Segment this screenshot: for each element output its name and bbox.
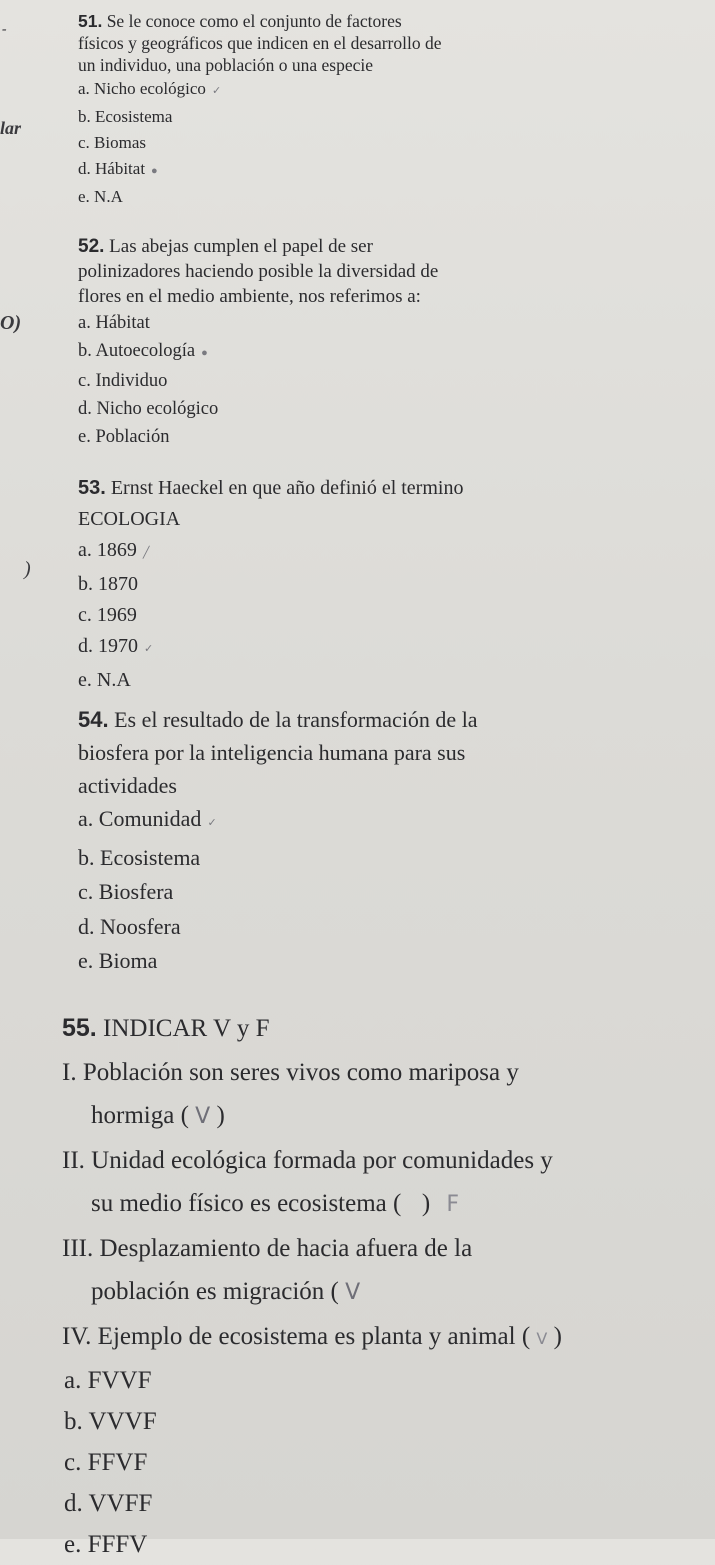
option-a: a. Comunidad ✓ [78,806,217,831]
option-b: b. VVVF [64,1408,157,1435]
stem-line: ECOLOGIA [78,508,181,530]
question-52 [78,234,688,451]
option-a: a. Nicho ecológico ✓ [78,79,222,98]
question-55-title [62,1007,702,1051]
option-c: c. Biosfera [78,879,174,904]
question-52-stem [78,234,688,309]
answer-mark: V [195,1104,211,1129]
stem-line: Ernst Haeckel en que año definió el termino [110,477,464,499]
option-e: e. N.A [78,187,123,206]
stem-line: actividades [78,773,177,798]
answer-mark: V [536,1328,548,1348]
option-b: b. Autoecología ● [78,341,208,361]
margin-note-o: O) [0,312,22,334]
option-e: e. Bioma [78,948,158,973]
question-number: 53. [78,477,106,499]
question-51-stem [78,10,688,76]
option-e: e. FFFV [64,1531,148,1558]
answer-mark: F [446,1192,460,1217]
statement-2-cont: su medio físico es ecosistema ( ) F [91,1190,460,1217]
margin-note-paren: ) [24,558,31,580]
stem-line: polinizadores haciendo posible la diversidad de [78,261,439,282]
option-b: b. Ecosistema [78,107,173,126]
question-number: 52. [78,236,105,257]
option-d: d. Nicho ecológico [78,399,219,419]
option-e: e. N.A [78,669,131,691]
option-e: e. Población [78,427,170,447]
stem-line: un individuo, una población o una especie [78,55,373,75]
option-c: c. 1969 [78,604,137,626]
question-title: INDICAR V y F [103,1015,270,1042]
stem-line: Se le conoce como el conjunto de factores [106,11,402,31]
question-number: 51. [78,11,103,31]
statement-3: III. Desplazamiento de hacia afuera de la [62,1234,473,1262]
option-a: a. Hábitat [78,313,150,333]
option-c: c. FFVF [64,1449,148,1476]
stem-line: Las abejas cumplen el papel de ser [109,236,373,257]
option-a: a. 1869 ╱ [78,539,150,561]
option-a: a. FVVF [64,1367,152,1394]
question-53-stem [78,473,688,535]
option-d: d. Hábitat ● [78,159,158,178]
question-number: 55. [62,1014,97,1042]
margin-note-lar: lar [0,118,22,138]
margin-note-tick: - [2,22,7,37]
question-number: 54. [78,707,109,732]
option-c: c. Individuo [78,371,168,391]
stem-line: biosfera por la inteligencia humana para sus [78,740,466,765]
statement-1-cont: hormiga ( V ) [91,1102,225,1129]
question-51 [78,10,688,210]
option-d: d. 1970 ✓ [78,635,154,657]
stem-line: flores en el medio ambiente, nos referimos a: [78,286,421,307]
question-55 [62,1007,702,1565]
stem-line: físicos y geográficos que indicen en el desarrollo de [78,33,442,53]
question-54-stem [78,703,688,802]
stem-line: Es el resultado de la transformación de la [114,707,478,732]
option-d: d. Noosfera [78,913,181,939]
option-b: b. 1870 [78,573,138,595]
question-53 [78,473,688,696]
statement-1: I. Población son seres vivos como mariposa y [62,1058,519,1086]
option-c: c. Biomas [78,133,146,152]
statement-3-cont: población es migración ( V [91,1278,361,1305]
statement-4: IV. Ejemplo de ecosistema es planta y animal ( V ) [62,1322,562,1350]
statement-2: II. Unidad ecológica formada por comunidades y [62,1146,553,1174]
answer-mark: V [345,1280,361,1305]
question-54 [78,703,688,979]
option-d: d. VVFF [64,1490,153,1517]
option-b: b. Ecosistema [78,844,201,870]
